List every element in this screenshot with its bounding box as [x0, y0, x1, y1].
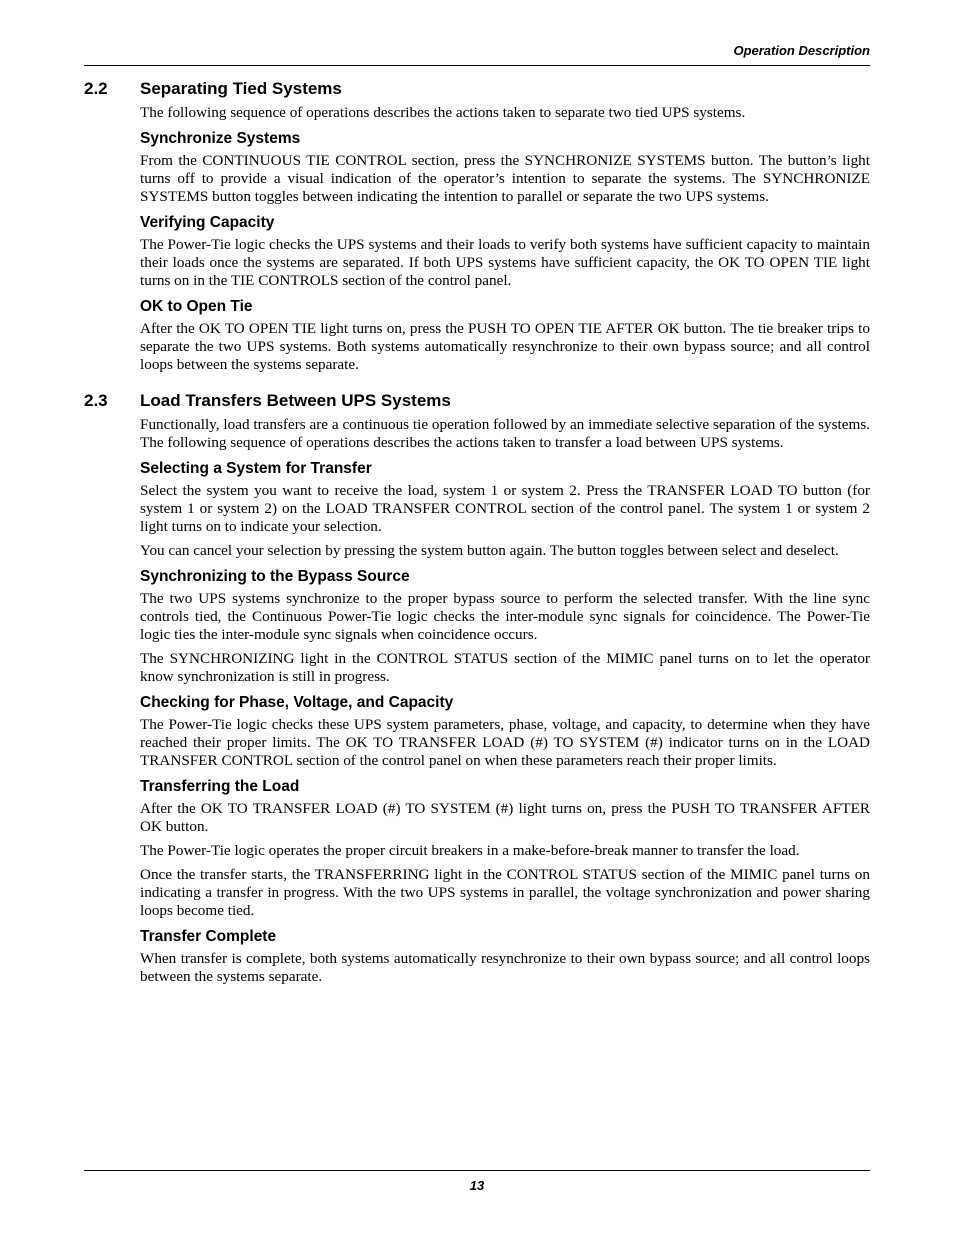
section-title: Separating Tied Systems [140, 79, 342, 98]
page-number: 13 [469, 1178, 485, 1193]
paragraph: You can cancel your selection by pressing the system button again. The button toggles between select and deselect. [140, 542, 839, 559]
section-number: 2.3 [84, 391, 108, 410]
footer-rule [84, 1170, 870, 1171]
paragraph: The Power-Tie logic operates the proper circuit breakers in a make-before-break manner to transfer the load. [140, 842, 800, 859]
subsection-heading: Transfer Complete [140, 928, 277, 945]
paragraph: After the OK TO OPEN TIE light turns on, press the PUSH TO OPEN TIE AFTER OK button. The tie breaker trips to separate the two UPS systems. Both systems automatically resynchronize to their own bypass source; and all control loops between the systems separate. [140, 320, 870, 373]
subsection-heading: Verifying Capacity [140, 214, 275, 231]
section-heading [84, 78, 870, 100]
section-body [140, 104, 870, 374]
paragraph: The Power-Tie logic checks these UPS system parameters, phase, voltage, and capacity, to determine when they have reached their proper limits. The OK TO TRANSFER LOAD (#) TO SYSTEM (#) indicator turns on in the LOAD TRANSFER CONTROL section of the control panel on when these parameters reach their proper limits. [140, 716, 870, 769]
paragraph: When transfer is complete, both systems automatically resynchronize to their own bypass source; and all control loops between the systems separate. [140, 950, 870, 985]
subsection-heading: Selecting a System for Transfer [140, 460, 372, 477]
paragraph: The Power-Tie logic checks the UPS systems and their loads to verify both systems have sufficient capacity to maintain their loads once the systems are separated. If both UPS systems have sufficient capacity, the OK TO OPEN TIE light turns on in the TIE CONTROLS section of the control panel. [140, 236, 870, 289]
intro-paragraph: Functionally, load transfers are a continuous tie operation followed by an immediate selective separation of the systems. The following sequence of operations describes the actions taken to transfer a load between UPS systems. [140, 416, 870, 451]
subsection-heading: Transferring the Load [140, 778, 300, 795]
page-content [84, 78, 870, 992]
section-title: Load Transfers Between UPS Systems [140, 391, 451, 410]
header-rule [84, 65, 870, 66]
section [84, 390, 870, 986]
subsection-heading: OK to Open Tie [140, 298, 253, 315]
section-heading [84, 390, 870, 412]
subsection-heading: Synchronizing to the Bypass Source [140, 568, 410, 585]
paragraph: After the OK TO TRANSFER LOAD (#) TO SYSTEM (#) light turns on, press the PUSH TO TRANSFER AFTER OK button. [140, 800, 870, 835]
paragraph: From the CONTINUOUS TIE CONTROL section, press the SYNCHRONIZE SYSTEMS button. The button’s light turns off to provide a visual indication of the operator’s intention to separate the systems. The SYNCHRONIZE SYSTEMS button toggles between indicating the intention to parallel or separate the two UPS systems. [140, 152, 870, 205]
paragraph: The two UPS systems synchronize to the proper bypass source to perform the selected transfer. With the line sync controls tied, the Continuous Power-Tie logic checks the inter-module sync signals for coincidence. The Power-Tie logic ties the inter-module sync signals when coincidence occurs. [140, 590, 870, 643]
section [84, 78, 870, 374]
intro-paragraph: The following sequence of operations describes the actions taken to separate two tied UPS systems. [140, 104, 746, 121]
section-body [140, 416, 870, 986]
paragraph: Once the transfer starts, the TRANSFERRING light in the CONTROL STATUS section of the MIMIC panel turns on indicating a transfer in progress. With the two UPS systems in parallel, the voltage synchronization and power sharing loops become tied. [140, 866, 870, 919]
paragraph: The SYNCHRONIZING light in the CONTROL STATUS section of the MIMIC panel turns on to let the operator know synchronization is still in progress. [140, 650, 870, 685]
subsection-heading: Checking for Phase, Voltage, and Capacity [140, 694, 454, 711]
running-header: Operation Description [733, 43, 870, 58]
section-number: 2.2 [84, 79, 108, 98]
subsection-heading: Synchronize Systems [140, 130, 301, 147]
paragraph: Select the system you want to receive the load, system 1 or system 2. Press the TRANSFER LOAD TO button (for system 1 or system 2) on the LOAD TRANSFER CONTROL section of the control panel. The system 1 or system 2 light turns on to indicate your selection. [140, 482, 870, 535]
